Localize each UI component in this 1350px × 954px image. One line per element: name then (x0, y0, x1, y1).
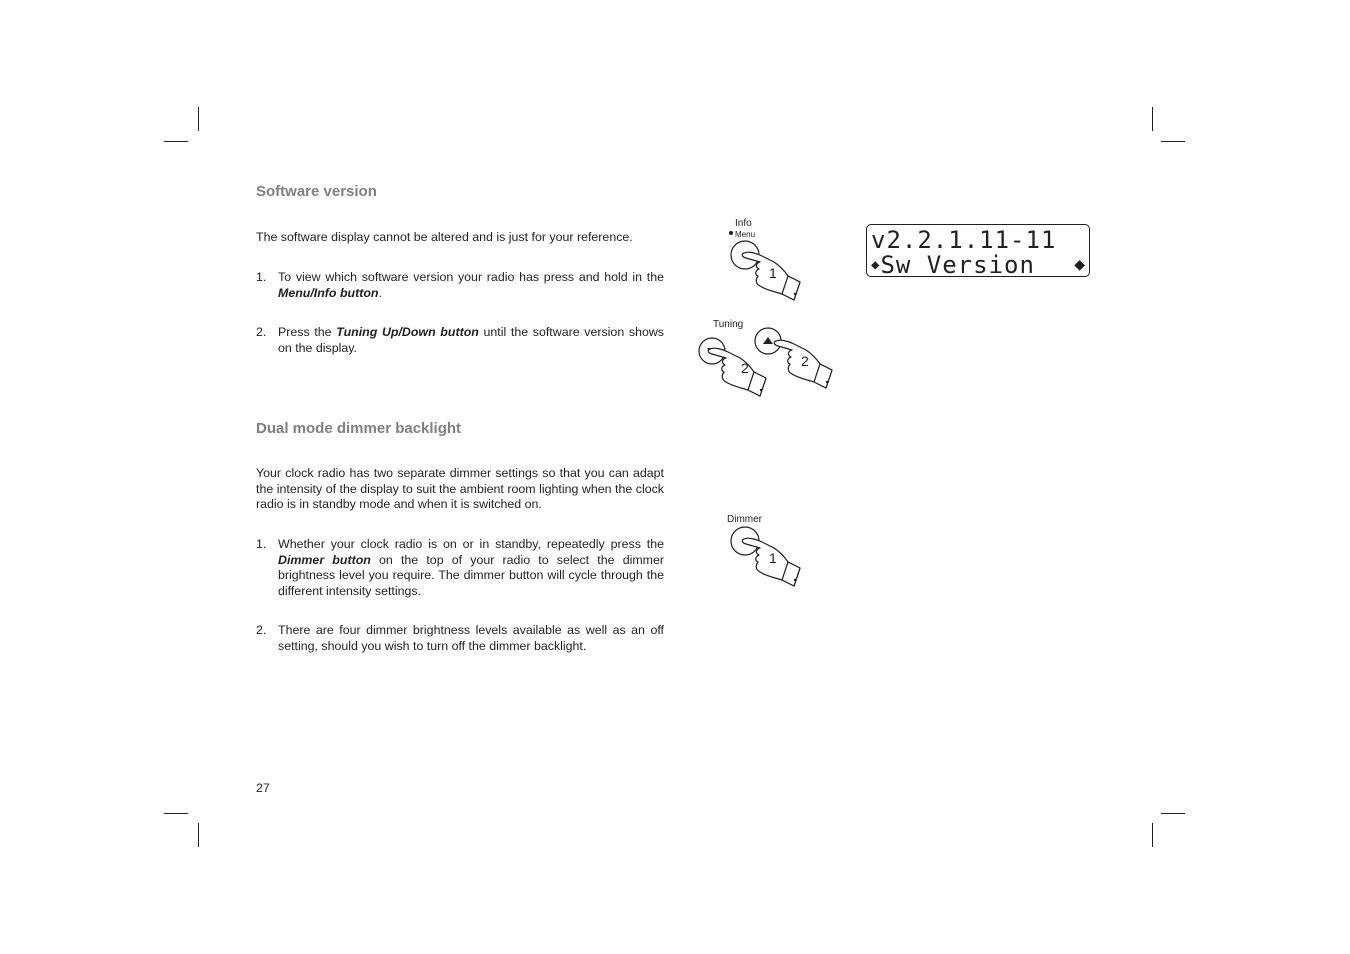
list-item: 1. Whether your clock radio is on or in standby, repeatedly press the Dimmer button on the top of your radio to select the dimmer brightness level you require. The dimmer button will cycle through the different intensity settings. (256, 537, 664, 598)
crop-mark (1161, 813, 1185, 814)
crop-mark (1161, 141, 1185, 142)
crop-mark (1152, 107, 1153, 131)
list-item: 2. There are four dimmer brightness levels available as well as an off setting, should you wish to turn off the dimmer backlight. (256, 623, 664, 653)
info-label: Info (735, 218, 752, 229)
section-heading-software-version: Software version (256, 183, 377, 200)
crop-mark (1152, 823, 1153, 847)
crop-mark (198, 823, 199, 847)
step-number: 2 (801, 353, 809, 369)
list-item: 1. To view which software version your radio has press and hold in the Menu/Info button. (256, 270, 664, 300)
arrow-left-icon: ◆ (871, 257, 881, 273)
step-number: 2 (741, 360, 749, 376)
page-number: 27 (256, 781, 270, 795)
tuning-buttons-illustration (694, 316, 844, 400)
section-heading-dimmer: Dual mode dimmer backlight (256, 420, 462, 437)
step-number: 1 (769, 265, 777, 281)
arrow-right-icon: ◆ (1074, 257, 1085, 273)
list-item: 2. Press the Tuning Up/Down button until the software version shows on the display. (256, 325, 664, 355)
info-menu-button-illustration (722, 216, 822, 306)
dimmer-button-illustration (722, 510, 822, 590)
crop-mark (198, 107, 199, 131)
dimmer-label: Dimmer (727, 514, 762, 525)
pressing-hand-icon (708, 348, 766, 396)
crop-mark (164, 141, 188, 142)
bullet-icon (729, 231, 733, 235)
software-version-intro: The software display cannot be altered and is just for your reference. (256, 230, 633, 244)
lcd-display (866, 224, 1090, 277)
lcd-line-2: ◆Sw Version (871, 251, 1035, 279)
crop-mark (164, 813, 188, 814)
tuning-label: Tuning (713, 319, 744, 330)
menu-label: Menu (735, 230, 756, 239)
dimmer-intro: Your clock radio has two separate dimmer settings so that you can adapt the intensity of the display to suit the ambient room lighting when the clock radio is in standby mode and when it is switched on. (256, 466, 664, 511)
lcd-line-1: v2.2.1.11-11 (871, 226, 1057, 254)
step-number: 1 (769, 550, 777, 566)
